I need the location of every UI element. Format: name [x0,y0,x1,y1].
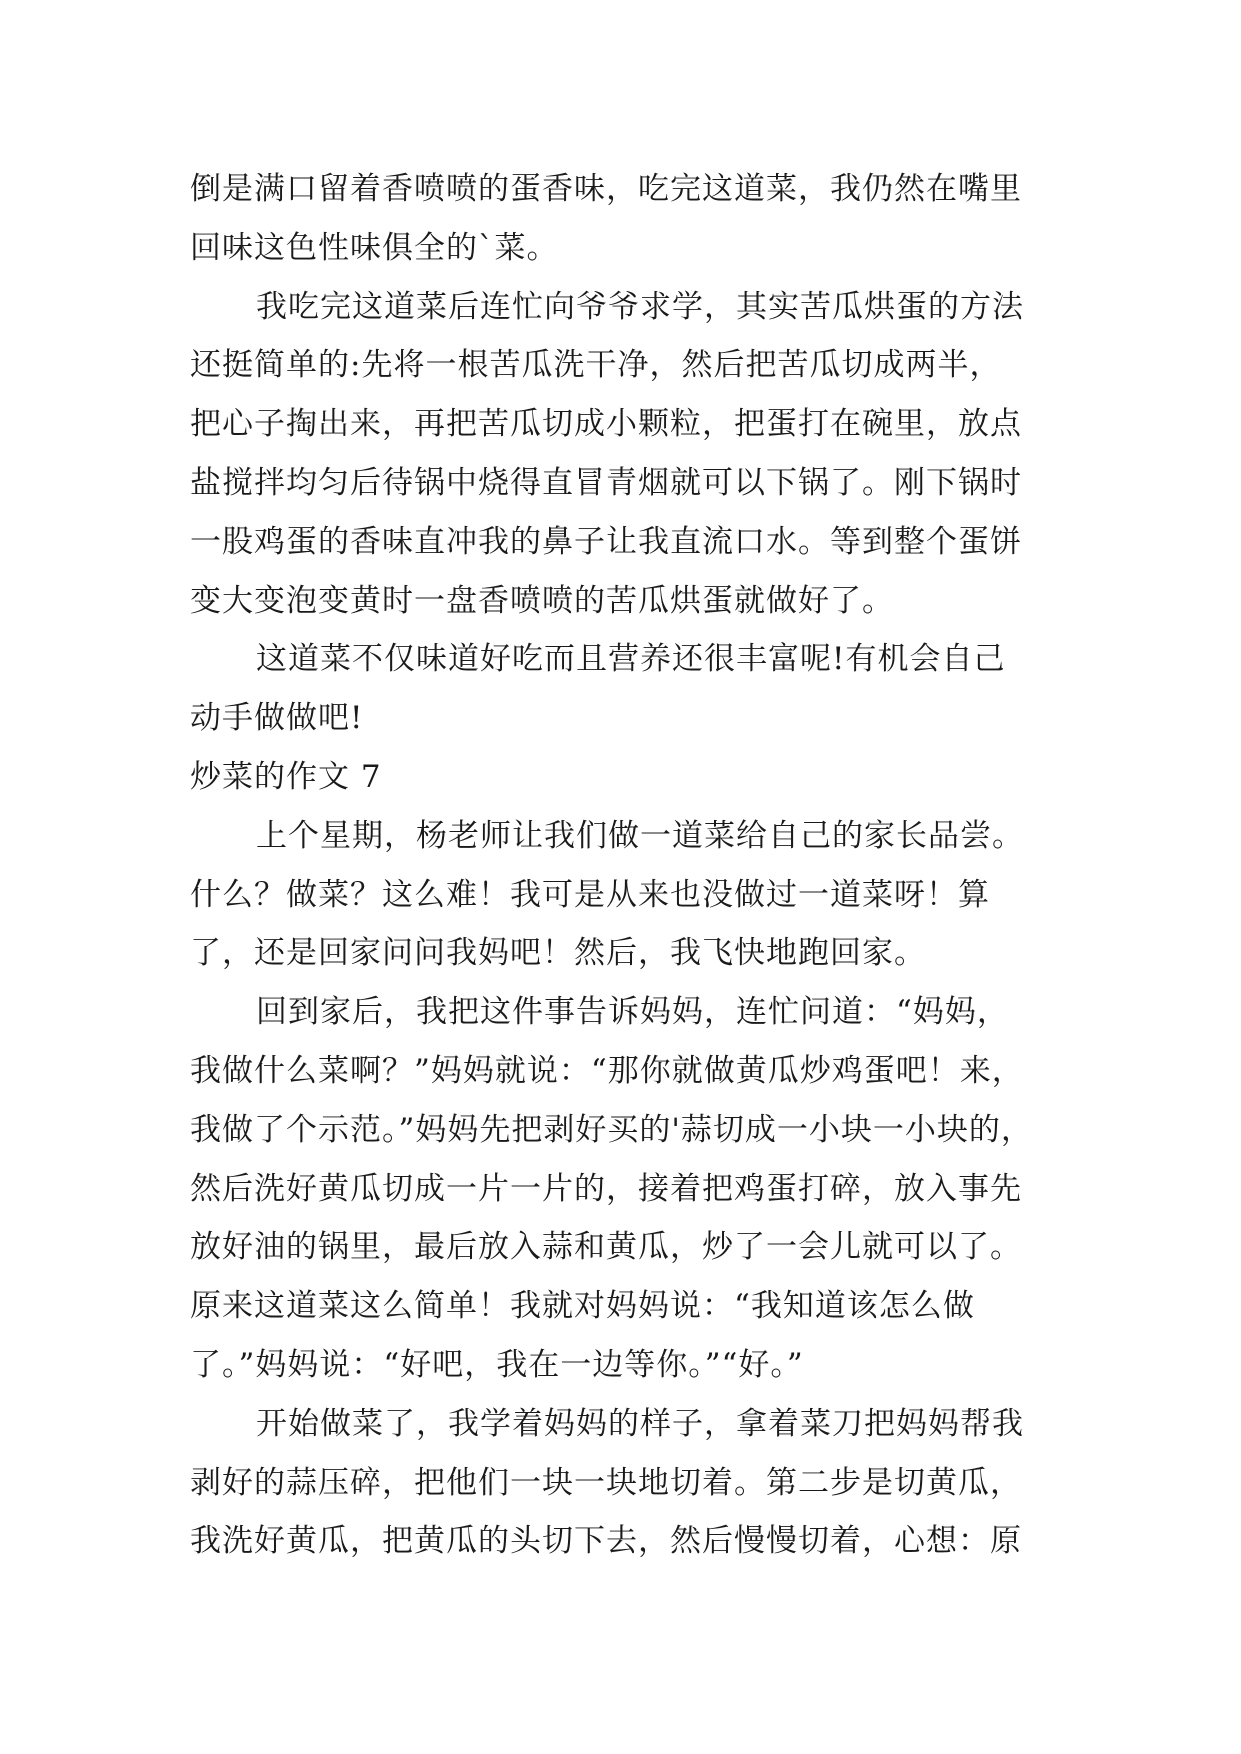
paragraph-start-line: 开始做菜了，我学着妈妈的样子，拿着菜刀把妈妈帮我 [256,1405,1024,1442]
text-line: 一股鸡蛋的香味直冲我的鼻子让我直流口水。等到整个蛋饼 [190,523,1022,560]
text-line: 还挺简单的:先将一根苦瓜洗干净，然后把苦瓜切成两半， [190,347,1002,384]
text-line: 倒是满口留着香喷喷的蛋香味，吃完这道菜，我仍然在嘴里 [190,171,1022,207]
paragraph-start-line: 回到家后，我把这件事告诉妈妈，连忙问道：“妈妈， [256,994,1009,1031]
text-line: 什么？做菜？这么难！我可是从来也没做过一道菜呀！算 [190,876,990,913]
text-line: 放好油的锅里，最后放入蒜和黄瓜，炒了一会儿就可以了。 [190,1229,1022,1266]
paragraph-start-line: 上个星期，杨老师让我们做一道菜给自己的家长品尝。 [256,817,1024,854]
text-line: 变大变泡变黄时一盘香喷喷的苦瓜烘蛋就做好了。 [190,582,894,619]
text-line: 了，还是回家问问我妈吧！然后，我飞快地跑回家。 [190,935,926,972]
text-line: 了。”妈妈说：“好吧，我在一边等你。”“好。” [190,1346,804,1383]
paragraph-start-line: 这道菜不仅味道好吃而且营养还很丰富呢!有机会自己 [256,641,1006,678]
text-line: 动手做做吧! [190,700,364,737]
text-line: 剥好的蒜压碎，把他们一块一块地切着。第二步是切黄瓜， [190,1464,1022,1501]
section-title: 炒菜的作文 7 [190,758,382,795]
text-line: 我做了个示范。”妈妈先把剥好买的'蒜切成一小块一小块的， [190,1111,1033,1148]
article-body [190,160,1060,1571]
text-line: 我做什么菜啊？”妈妈就说：“那你就做黄瓜炒鸡蛋吧！来， [190,1052,1024,1089]
text-line: 然后洗好黄瓜切成一片一片的，接着把鸡蛋打碎，放入事先 [190,1170,1022,1207]
text-line: 回味这色性味俱全的`菜。 [190,229,559,266]
paragraph-start-line: 我吃完这道菜后连忙向爷爷求学，其实苦瓜烘蛋的方法 [256,288,1024,325]
text-line: 我洗好黄瓜，把黄瓜的头切下去，然后慢慢切着，心想：原 [190,1523,1022,1560]
text-line: 盐搅拌均匀后待锅中烧得直冒青烟就可以下锅了。刚下锅时 [190,464,1022,501]
text-line: 把心子掏出来，再把苦瓜切成小颗粒，把蛋打在碗里，放点 [190,406,1022,443]
text-line: 原来这道菜这么简单！我就对妈妈说：“我知道该怎么做 [190,1288,975,1325]
